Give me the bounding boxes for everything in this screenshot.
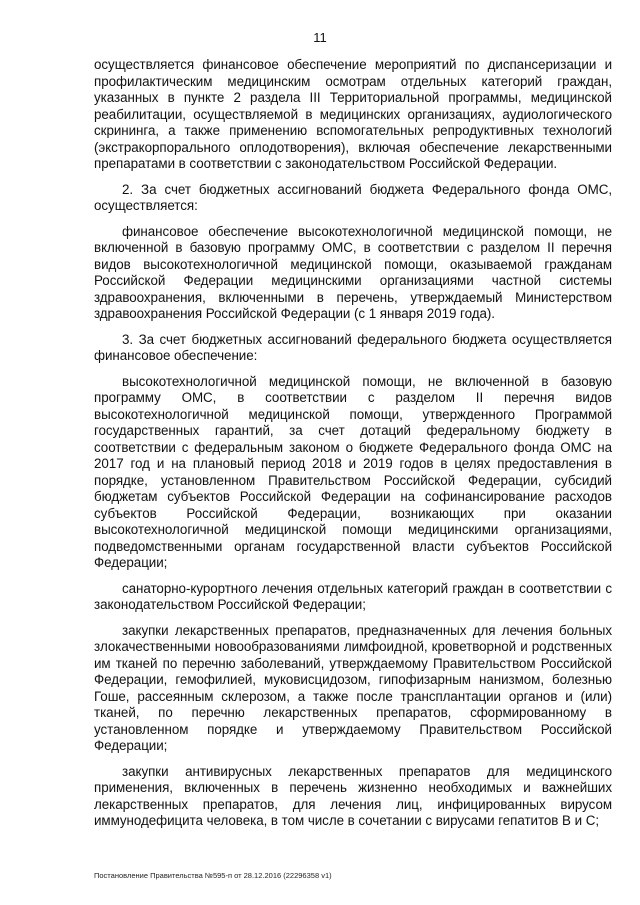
paragraph-item-3: 3. За счет бюджетных ассигнований федерального бюджета осуществляется финансовое обеспечение: — [94, 331, 612, 363]
paragraph-drug-procurement: закупки лекарственных препаратов, предназначенных для лечения больных злокачественными новообразованиями лимфоидной, кроветворной и родственных им тканей по перечню заболеваний, утверждаемому Правительством Российской Федерации, гемофилией, муковисцидозом, гипофизарным нанизмом, болезнью Гоше, рассеянным склерозом, а также после трансплантации органов и (или) тканей, по перечню лекарственных препаратов, сформированному в установленном порядке и утверждаемому Правительством Российской Федерации; — [94, 622, 612, 753]
paragraph-vmp-oms: финансовое обеспечение высокотехнологичной медицинской помощи, не включенной в базовую программу ОМС, в соответствии с разделом II перечня видов высокотехнологичной медицинской помощи, оказываемой гражданам Российской Федерации медицинскими организациями частной системы здравоохранения, включенными в перечень, утверждаемый Министерством здравоохранения Российской Федерации (с 1 января 2019 года). — [94, 223, 612, 321]
document-footer: Постановление Правительства №595-п от 28.12.2016 (22296358 v1) — [94, 871, 332, 880]
paragraph-antiviral-procurement: закупки антивирусных лекарственных препаратов для медицинского применения, включенных в перечень жизненно необходимых и важнейших лекарственных препаратов, для лечения лиц, инфицированных вирусом иммунодефицита человека, в том числе в сочетании с вирусами гепатитов В и С; — [94, 763, 612, 828]
paragraph-continuation: осуществляется финансовое обеспечение мероприятий по диспансеризации и профилактическим медицинским осмотрам отдельных категорий граждан, указанных в пункте 2 раздела III Территориальной программы, медицинской реабилитации, осуществляемой в медицинских организациях, аудиологического скрининга, а также применению вспомогательных репродуктивных технологий (экстракорпорального оплодотворения), включая обеспечение лекарственными препаратами в соответствии с законодательством Российской Федерации. — [94, 57, 612, 171]
page-number: 11 — [313, 30, 327, 45]
document-body — [94, 57, 612, 839]
paragraph-sanatorium: санаторно-курортного лечения отдельных категорий граждан в соответствии с законодательством Российской Федерации; — [94, 580, 612, 612]
paragraph-item-2: 2. За счет бюджетных ассигнований бюджета Федерального фонда ОМС, осуществляется: — [94, 181, 612, 213]
paragraph-vmp-federal: высокотехнологичной медицинской помощи, не включенной в базовую программу ОМС, в соответствии с разделом II перечня видов высокотехнологичной медицинской помощи, утвержденного Программой государственных гарантий, за счет дотаций федеральному бюджету в соответствии с федеральным законом о бюджете Федерального фонда ОМС на 2017 год и на плановый период 2018 и 2019 годов в целях предоставления в порядке, установленном Правительством Российской Федерации, субсидий бюджетам субъектов Российской Федерации на софинансирование расходов субъектов Российской Федерации, возникающих при оказании высокотехнологичной медицинской помощи медицинскими организациями, подведомственными органам государственной власти субъектов Российской Федерации; — [94, 373, 612, 570]
